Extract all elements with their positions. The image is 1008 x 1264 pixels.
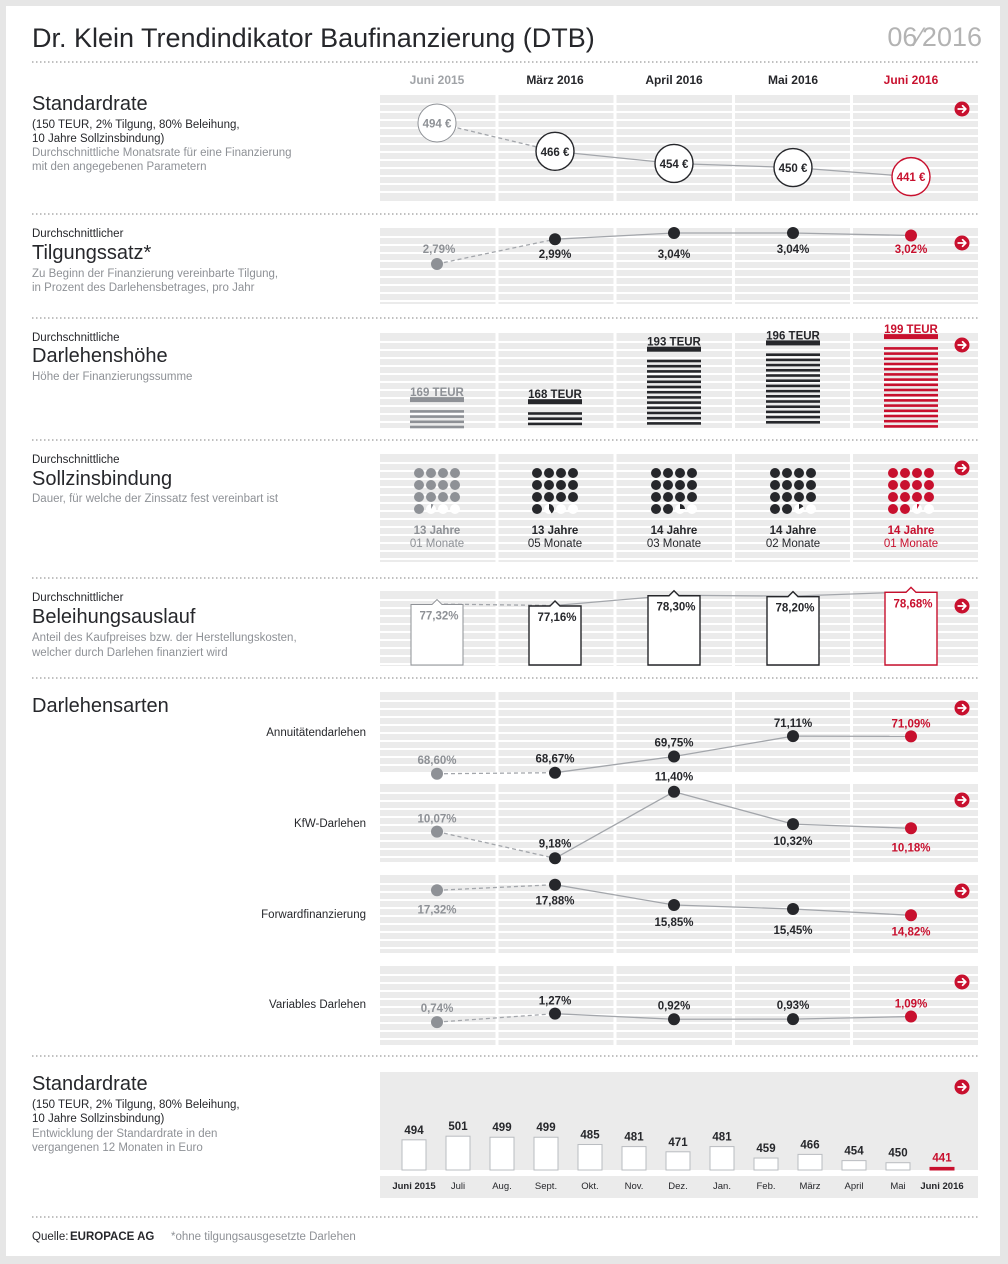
darlehensart-data-point [668,786,680,798]
beleihung-title: Beleihungsauslauf [32,606,196,628]
tilgung-desc-1: Zu Beginn der Finanzierung vereinbarte Tilgung, [32,268,279,280]
darlehensart-value-label: 68,60% [417,754,457,767]
arrow-right-icon [955,793,970,808]
darlehenshoehe-bar-stripe [884,358,938,361]
sollzins-kicker: Durchschnittliche [32,454,120,466]
sollzins-months-label: 03 Monate [646,538,702,550]
verlauf-month-label: Nov. [624,1181,644,1192]
sollzins-years-label: 14 Jahre [650,525,698,537]
sollzins-year-dot [568,480,578,490]
arrow-right-icon [955,884,970,899]
sollzins-year-dot [782,492,792,502]
tilgung-desc-2: in Prozent des Darlehensbetrages, pro Jahr [32,282,255,294]
tilgung-value-label: 2,99% [538,249,572,261]
sollzins-empty-dot [924,504,934,514]
sollzins-years-label: 14 Jahre [769,525,817,537]
footer-source: EUROPACE AG [70,1231,155,1243]
darlehensart-forward-label: Forwardfinanzierung [261,909,366,921]
darlehensart-data-point [787,1013,799,1025]
sollzins-year-dot [651,492,661,502]
sollzins-year-dot [900,480,910,490]
verlauf-month-label: Juni 2016 [920,1181,964,1192]
verlauf-value-label: 481 [712,1131,732,1144]
verlauf-month-label: Juni 2015 [392,1181,436,1192]
standardrate-params-2: 10 Jahre Sollzinsbindung) [32,133,165,145]
verlauf-value-label: 459 [756,1143,776,1156]
sollzins-year-dot [450,480,460,490]
verlauf-bar [490,1137,514,1170]
sollzins-year-dot [782,504,792,514]
verlauf-month-label: Mai [890,1181,906,1192]
verlauf-panel-bg [380,1072,978,1198]
beleihung-value-label: 77,32% [419,610,459,623]
sollzins-year-dot [663,492,673,502]
darlehenshoehe-bar-stripe [884,378,938,381]
arrow-right-icon [955,599,970,614]
darlehenshoehe-bar-stripe [766,374,820,377]
sollzins-year-dot [544,468,554,478]
tilgung-value-label: 2,79% [422,244,456,256]
sollzins-empty-dot [687,504,697,514]
darlehenshoehe-bar-stripe [410,421,464,424]
darlehenshoehe-bar-stripe [647,412,701,415]
tilgung-data-point [905,229,917,241]
darlehenshoehe-bar-stripe [884,384,938,387]
standardrate-value-label: 450 € [778,163,808,176]
darlehenshoehe-bar-stripe [647,381,701,384]
darlehenshoehe-bar-stripe [647,370,701,373]
darlehenshoehe-bar-stripe [410,410,464,413]
sollzins-year-dot [687,492,697,502]
sollzins-months-label: 02 Monate [765,538,821,550]
sollzins-year-dot [414,480,424,490]
darlehensart-variabel-label: Variables Darlehen [269,999,366,1011]
darlehensart-data-point [668,899,680,911]
darlehensart-data-point [668,751,680,763]
sollzins-year-dot [687,480,697,490]
darlehensart-data-point [549,852,561,864]
verlauf-value-label: 466 [800,1139,820,1152]
standardrate-value-label: 466 € [540,146,570,159]
beleihung-kicker: Durchschnittlicher [32,592,124,604]
darlehenshoehe-bar-stripe [766,411,820,414]
darlehenshoehe-bar-stripe [647,391,701,394]
darlehenshoehe-bar-stripe [766,400,820,403]
sollzins-year-dot [794,480,804,490]
sollzins-year-dot [900,468,910,478]
arrow-right-icon [955,701,970,716]
sollzins-year-dot [532,480,542,490]
verlauf-bar [930,1167,954,1170]
beleihung-box [411,600,463,665]
darlehenshoehe-bar-stripe [766,369,820,372]
beleihung-value-label: 78,20% [775,602,815,615]
tilgung-data-point [549,233,561,245]
kfw-panel-bg [380,784,978,862]
sollzins-year-dot [663,468,673,478]
verlauf-month-label: Okt. [581,1181,599,1192]
verlauf-month-label: Aug. [492,1181,512,1192]
tilgung-value-label: 3,04% [776,244,810,256]
darlehenshoehe-bar-stripe [766,385,820,388]
verlauf-params-2: 10 Jahre Sollzinsbindung) [32,1113,165,1125]
tilgung-data-point [668,227,680,239]
sollzins-year-dot [912,468,922,478]
sollzins-year-dot [651,468,661,478]
standardrate-params-1: (150 TEUR, 2% Tilgung, 80% Beleihung, [32,119,240,131]
darlehensart-value-label: 71,11% [773,718,813,731]
darlehensart-data-point [905,822,917,834]
sollzins-year-dot [414,492,424,502]
darlehenshoehe-bar-stripe [884,404,938,407]
sollzins-year-dot [426,468,436,478]
sollzins-years-label: 13 Jahre [413,525,461,537]
darlehenshoehe-kicker: Durchschnittliche [32,332,120,344]
tilgung-data-point [431,258,443,270]
darlehensart-value-label: 14,82% [891,926,931,939]
beleihung-box [529,601,581,665]
darlehenshoehe-desc: Höhe der Finanzierungssumme [32,371,193,383]
standardrate-title: Standardrate [32,93,148,115]
sollzins-years-label: 14 Jahre [887,525,935,537]
verlauf-bar [666,1152,690,1170]
sollzins-years-label: 13 Jahre [531,525,579,537]
sollzins-year-dot [888,504,898,514]
darlehensart-data-point [549,767,561,779]
beleihung-desc-1: Anteil des Kaufpreises bzw. der Herstellungskosten, [32,632,297,644]
darlehenshoehe-bar-stripe [766,364,820,367]
verlauf-bar [798,1154,822,1170]
sollzins-year-dot [438,480,448,490]
sollzins-year-dot [568,468,578,478]
arrow-right-icon [955,102,970,117]
beleihung-value-label: 78,30% [656,601,696,614]
darlehenshoehe-bar-stripe [884,347,938,350]
sollzins-year-dot [426,492,436,502]
darlehenshoehe-bar-stripe [647,407,701,410]
sollzins-months-label: 01 Monate [409,538,465,550]
verlauf-title: Standardrate [32,1073,148,1095]
standardrate-value-label: 494 € [422,118,452,131]
darlehenshoehe-bar-stripe [410,415,464,418]
sollzins-year-dot [651,480,661,490]
darlehenshoehe-bar-stripe [766,359,820,362]
darlehensart-value-label: 9,18% [538,838,572,851]
sollzins-year-dot [532,504,542,514]
sollzins-year-dot [663,504,673,514]
arrow-right-icon [955,975,970,990]
darlehensart-data-point [787,730,799,742]
sollzins-year-dot [568,492,578,502]
beleihung-value-label: 78,68% [893,598,933,611]
darlehensart-connector-line [437,773,555,774]
darlehensart-value-label: 17,32% [417,904,457,917]
column-header-maerz-2016: März 2016 [526,73,584,87]
arrow-right-icon [955,1080,970,1095]
sollzins-year-dot [806,492,816,502]
darlehenshoehe-value-label: 193 TEUR [647,336,701,349]
sollzins-year-dot [794,468,804,478]
darlehenshoehe-bar-stripe [410,426,464,429]
sollzins-year-dot [450,468,460,478]
sollzins-year-dot [794,492,804,502]
darlehensart-data-point [668,1013,680,1025]
darlehenshoehe-bar-stripe [766,421,820,424]
darlehensart-value-label: 69,75% [654,737,694,750]
darlehensart-value-label: 1,09% [894,998,928,1011]
sollzins-year-dot [532,468,542,478]
darlehenshoehe-bar-stripe [884,415,938,418]
darlehensart-value-label: 68,67% [535,753,575,766]
sollzins-empty-dot [438,504,448,514]
darlehenshoehe-bar-stripe [647,360,701,363]
sollzins-desc: Dauer, für welche der Zinssatz fest vereinbart ist [32,493,279,505]
verlauf-value-label: 499 [536,1122,556,1135]
sollzins-year-dot [450,492,460,502]
sollzins-year-dot [663,480,673,490]
column-header-juni-2015: Juni 2015 [409,73,465,87]
report-date: 06⁄2016 [887,22,982,52]
darlehensart-value-label: 1,27% [538,995,572,1008]
darlehensart-annuitaet-label: Annuitätendarlehen [266,727,366,739]
darlehensart-value-label: 0,93% [776,1000,810,1013]
darlehenshoehe-bar-stripe [528,412,582,415]
sollzins-year-dot [924,468,934,478]
darlehensart-kfw-label: KfW-Darlehen [293,818,366,830]
darlehenshoehe-bar-stripe [766,379,820,382]
sollzins-year-dot [782,480,792,490]
sollzins-year-dot [426,480,436,490]
sollzins-year-dot [414,468,424,478]
tilgung-value-label: 3,04% [657,249,691,261]
darlehensart-value-label: 15,85% [654,917,694,929]
sollzins-year-dot [556,480,566,490]
verlauf-bar [446,1136,470,1170]
footer-note: *ohne tilgungsausgesetzte Darlehen [171,1231,356,1243]
sollzins-year-dot [556,468,566,478]
darlehenshoehe-bar-stripe [884,389,938,392]
darlehenshoehe-bar-stripe [884,352,938,355]
darlehensart-data-point [431,1016,443,1028]
darlehenshoehe-bar-stripe [766,353,820,356]
sollzins-year-dot [532,492,542,502]
darlehensart-data-point [549,879,561,891]
darlehensart-data-point [905,730,917,742]
standardrate-value-label: 454 € [659,158,689,171]
darlehenshoehe-bar-stripe [528,423,582,426]
sollzins-year-dot [687,468,697,478]
darlehenshoehe-bar-stripe [766,390,820,393]
darlehenshoehe-title: Darlehenshöhe [32,345,168,367]
darlehensart-data-point [905,909,917,921]
darlehenshoehe-bar-stripe [647,422,701,425]
sollzins-year-dot [924,492,934,502]
darlehenshoehe-bar-stripe [884,420,938,423]
sollzins-empty-dot [806,504,816,514]
darlehensart-value-label: 10,07% [417,813,457,826]
darlehenshoehe-bar-stripe [884,399,938,402]
darlehensart-value-label: 0,74% [420,1003,454,1016]
darlehenshoehe-bar-stripe [766,395,820,398]
darlehenshoehe-value-label: 169 TEUR [410,387,464,400]
sollzins-year-dot [675,480,685,490]
beleihung-value-label: 77,16% [537,612,577,624]
verlauf-bar [534,1137,558,1170]
darlehenshoehe-bar-stripe [647,386,701,389]
page-title: Dr. Klein Trendindikator Baufinanzierung (DTB) [32,23,595,53]
verlauf-value-label: 485 [580,1129,600,1142]
sollzins-empty-dot [556,504,566,514]
sollzins-empty-dot [568,504,578,514]
verlauf-bar [622,1147,646,1170]
sollzins-year-dot [544,480,554,490]
sollzins-months-label: 05 Monate [527,538,583,550]
tilgung-title: Tilgungssatz* [32,242,152,264]
sollzins-year-dot [414,504,424,514]
darlehenshoehe-bar-stripe [884,410,938,413]
darlehenshoehe-bar-stripe [766,416,820,419]
verlauf-value-label: 450 [888,1147,908,1160]
sollzins-year-dot [544,492,554,502]
sollzins-year-dot [675,492,685,502]
arrow-right-icon [955,236,970,251]
darlehensart-value-label: 71,09% [891,718,931,731]
sollzins-year-dot [912,492,922,502]
sollzins-year-dot [770,504,780,514]
verlauf-month-label: Feb. [756,1181,776,1192]
verlauf-value-label: 471 [668,1136,688,1149]
darlehensart-value-label: 15,45% [773,925,813,937]
darlehensart-value-label: 0,92% [657,1000,691,1013]
sollzins-year-dot [675,468,685,478]
darlehensart-data-point [905,1011,917,1023]
verlauf-month-label: Jan. [713,1181,731,1192]
verlauf-value-label: 441 [932,1152,952,1165]
sollzins-title: Sollzinsbindung [32,468,173,490]
darlehenshoehe-bar-stripe [647,417,701,420]
darlehenshoehe-value-label: 168 TEUR [528,389,582,402]
sollzins-year-dot [782,468,792,478]
sollzins-year-dot [888,468,898,478]
standardrate-desc-1: Durchschnittliche Monatsrate für eine Finanzierung [32,147,292,159]
verlauf-bar [710,1147,734,1170]
darlehenshoehe-bar-stripe [528,417,582,420]
sollzins-year-dot [912,480,922,490]
sollzins-year-dot [770,468,780,478]
column-header-mai-2016: Mai 2016 [767,73,819,87]
sollzins-year-dot [556,492,566,502]
darlehensart-data-point [431,768,443,780]
verlauf-bar [754,1158,778,1170]
column-header-juni-2016: Juni 2016 [883,73,939,87]
darlehensart-data-point [787,818,799,830]
darlehenshoehe-value-label: 199 TEUR [884,324,938,337]
verlauf-value-label: 454 [844,1145,864,1158]
verlauf-bar [578,1145,602,1170]
standardrate-desc-2: mit den angegebenen Parametern [32,161,207,173]
sollzins-year-dot [438,492,448,502]
standardrate-value-label: 441 € [896,172,926,185]
verlauf-value-label: 501 [448,1121,468,1134]
verlauf-month-label: Sept. [534,1181,558,1192]
verlauf-params-1: (150 TEUR, 2% Tilgung, 80% Beleihung, [32,1099,240,1111]
darlehenshoehe-bar-stripe [884,368,938,371]
sollzins-year-dot [651,504,661,514]
darlehensart-data-point [431,826,443,838]
arrow-right-icon [955,461,970,476]
tilgung-kicker: Durchschnittlicher [32,228,124,240]
sollzins-year-dot [924,480,934,490]
darlehenshoehe-bar-stripe [647,396,701,399]
darlehenshoehe-bar-stripe [884,425,938,428]
darlehensarten-title: Darlehensarten [32,695,169,717]
verlauf-bar [842,1161,866,1170]
darlehenshoehe-bar-stripe [647,365,701,368]
sollzins-year-dot [900,492,910,502]
tilgung-value-label: 3,02% [894,244,928,256]
darlehensart-value-label: 17,88% [535,895,575,908]
column-header-april-2016: April 2016 [645,73,703,87]
darlehensart-value-label: 10,32% [773,836,813,849]
darlehensart-data-point [787,903,799,915]
beleihung-desc-2: welcher durch Darlehen finanziert wird [32,647,228,659]
darlehenshoehe-value-label: 196 TEUR [766,330,820,343]
arrow-right-icon [955,338,970,353]
sollzins-year-dot [888,492,898,502]
verlauf-value-label: 494 [404,1124,424,1137]
darlehenshoehe-bar-stripe [766,405,820,408]
verlauf-desc-1: Entwicklung der Standardrate in den [32,1128,218,1140]
sollzins-empty-dot [450,504,460,514]
darlehenshoehe-bar-stripe [647,375,701,378]
darlehenshoehe-bar-stripe [647,401,701,404]
sollzins-year-dot [888,480,898,490]
tilgung-data-point [787,227,799,239]
darlehensart-data-point [431,884,443,896]
sollzins-year-dot [806,468,816,478]
sollzins-year-dot [438,468,448,478]
darlehensart-value-label: 10,18% [891,842,931,855]
verlauf-bar [886,1163,910,1170]
darlehenshoehe-bar-stripe [884,373,938,376]
darlehensart-data-point [549,1008,561,1020]
sollzins-months-label: 01 Monate [883,538,939,550]
darlehenshoehe-bar-stripe [884,394,938,397]
verlauf-desc-2: vergangenen 12 Monaten in Euro [32,1142,203,1154]
footer-source-label: Quelle: [32,1231,69,1243]
verlauf-value-label: 499 [492,1122,512,1135]
verlauf-month-label: März [799,1181,821,1192]
sollzins-year-dot [900,504,910,514]
sollzins-year-dot [770,492,780,502]
sollzins-year-dot [770,480,780,490]
sollzins-year-dot [806,480,816,490]
darlehensart-value-label: 11,40% [654,771,694,784]
verlauf-value-label: 481 [624,1131,644,1144]
verlauf-bar [402,1140,426,1170]
darlehenshoehe-bar-stripe [884,363,938,366]
verlauf-month-label: Dez. [668,1181,688,1192]
verlauf-month-label: April [844,1181,864,1192]
verlauf-month-label: Juli [450,1181,466,1192]
